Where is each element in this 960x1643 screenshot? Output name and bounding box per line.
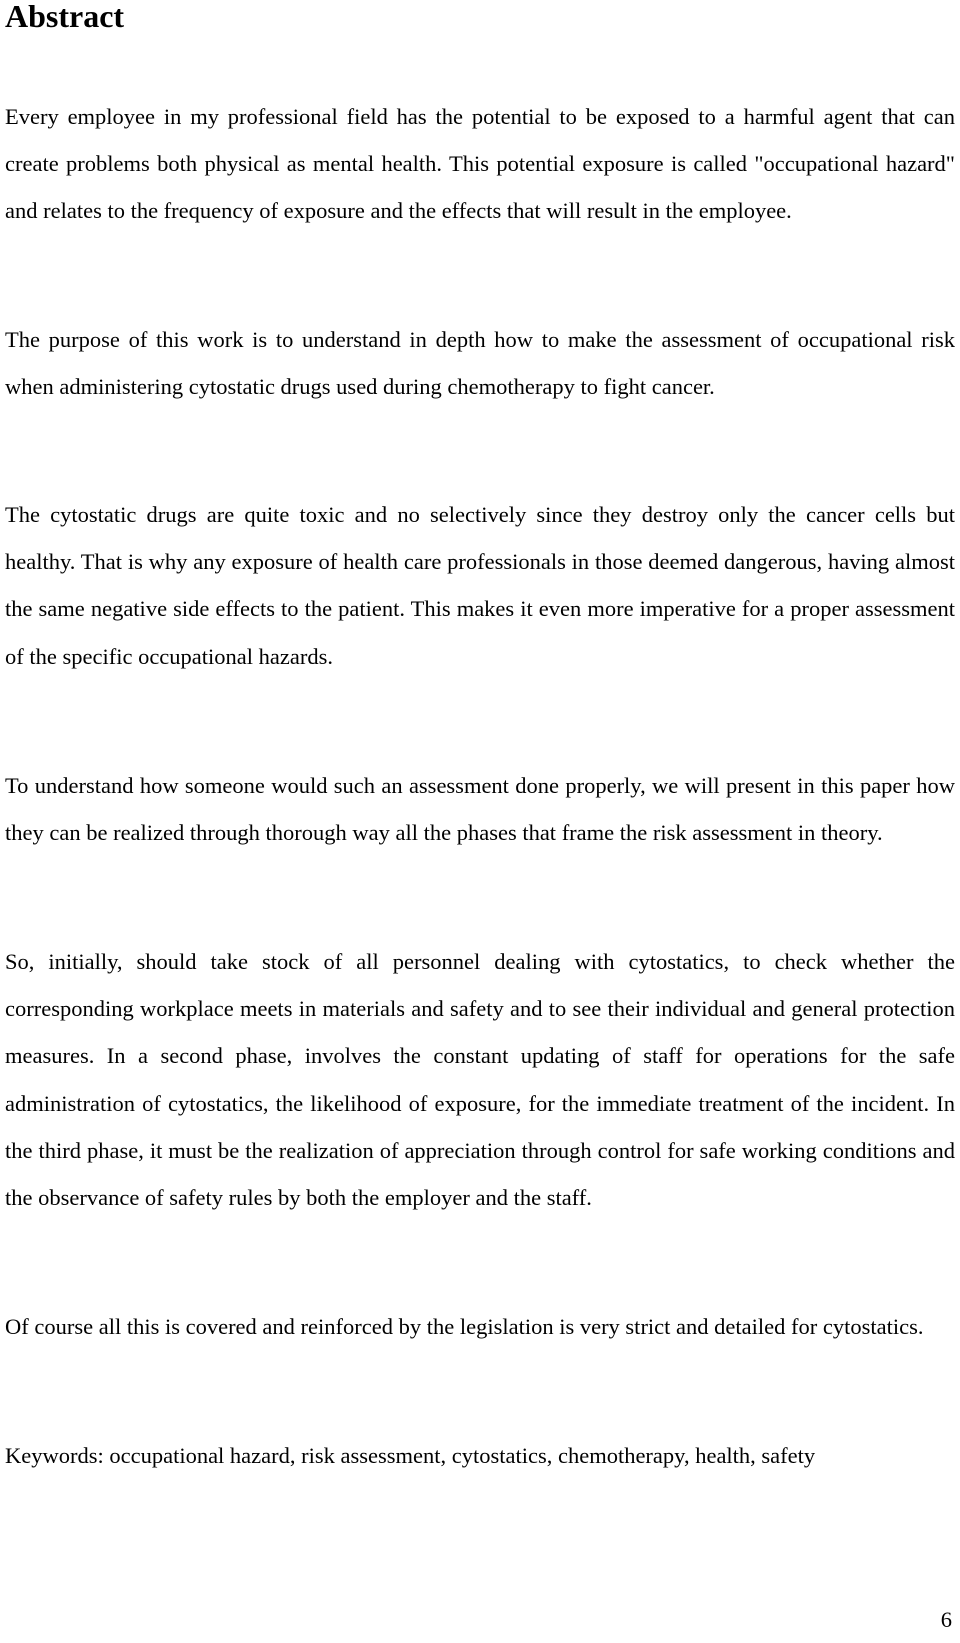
abstract-paragraph-5: So, initially, should take stock of all personnel dealing with cytostatics, to check whether the corresponding workplace meets in materials and safety and to see their individual and general protection measures. In a second phase, involves the constant updating of staff for operations for the safe administration of cytostatics, the likelihood of exposure, for the immediate treatment of the incident. In the third phase, it must be the realization of appreciation through control for safe working conditions and the observance of safety rules by both the employer and the staff. <box>5 949 955 1211</box>
abstract-paragraph-2: The purpose of this work is to understand in depth how to make the assessment of occupational risk when administering cytostatic drugs used during chemotherapy to fight cancer. <box>5 327 955 400</box>
keywords-line: Keywords: occupational hazard, risk assessment, cytostatics, chemotherapy, health, safety <box>5 1443 816 1468</box>
abstract-paragraph-6: Of course all this is covered and reinforced by the legislation is very strict and detailed for cytostatics. <box>5 1314 924 1339</box>
page-number: 6 <box>940 1607 952 1632</box>
abstract-paragraph-1: Every employee in my professional field has the potential to be exposed to a harmful agent that can create problems both physical as mental health. This potential exposure is called "occupational hazard" and relates to the frequency of exposure and the effects that will result in the employee. <box>5 104 955 224</box>
section-heading: Abstract <box>5 0 125 34</box>
abstract-paragraph-4: To understand how someone would such an assessment done properly, we will present in this paper how they can be realized through thorough way all the phases that frame the risk assessment in theory. <box>5 773 955 846</box>
abstract-paragraph-3: The cytostatic drugs are quite toxic and no selectively since they destroy only the cancer cells but healthy. That is why any exposure of health care professionals in those deemed dangerous, having almost the same negative side effects to the patient. This makes it even more imperative for a proper assessment of the specific occupational hazards. <box>5 502 955 669</box>
